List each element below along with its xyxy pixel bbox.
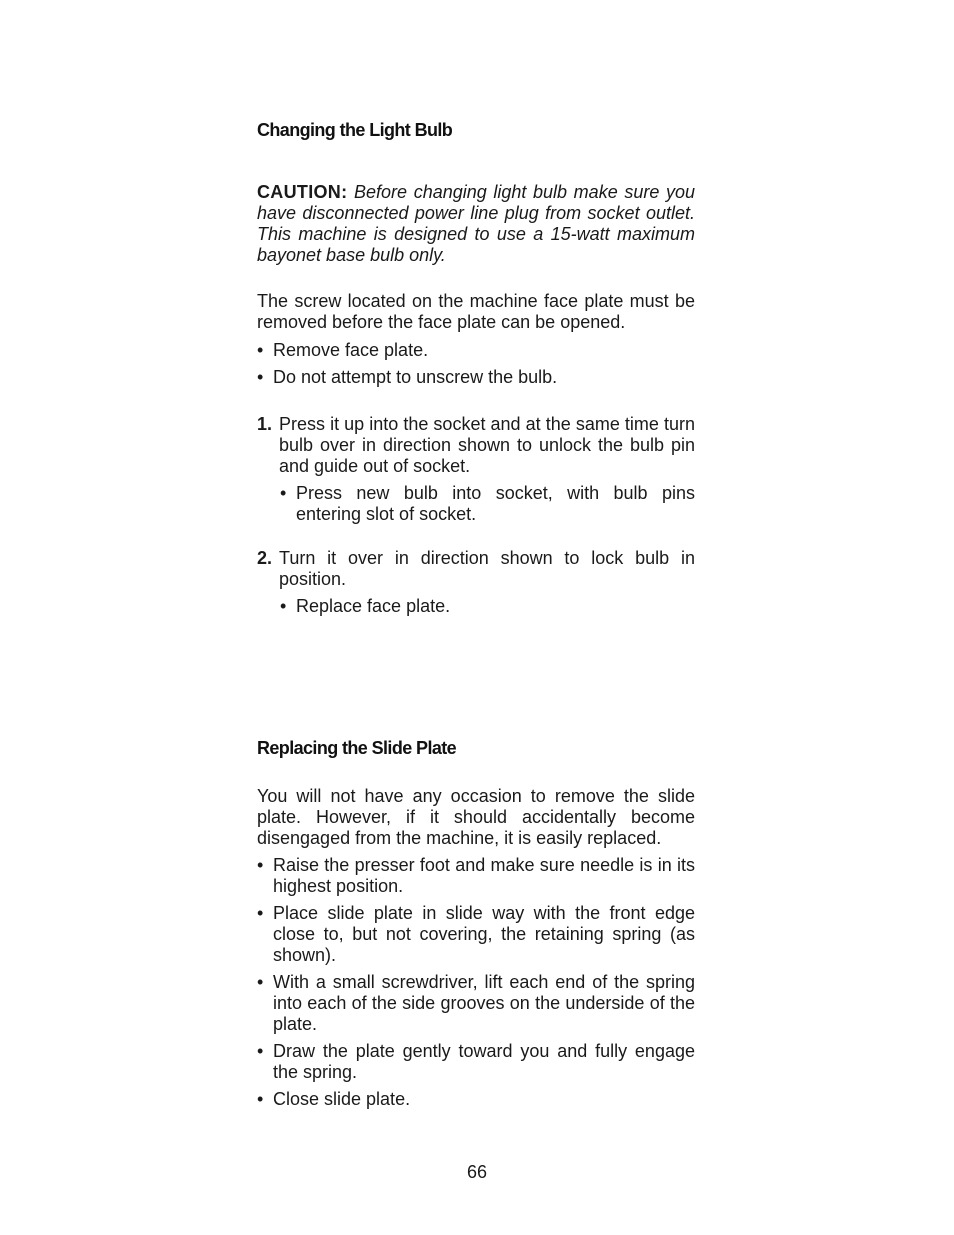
- list-item: [257, 1041, 695, 1083]
- bullet-icon: •: [257, 855, 264, 875]
- light-bulb-intro: The screw located on the machine face plate must be removed before the face plate can be opened.: [257, 291, 695, 332]
- bullet-icon: •: [280, 596, 287, 616]
- bullet-icon: •: [257, 367, 264, 387]
- page-number: 66: [466, 1162, 488, 1182]
- caution-label: CAUTION:: [257, 182, 348, 202]
- step-1-sub-item: [257, 483, 695, 525]
- step-text: Turn it over in direction shown to lock bulb in position.: [279, 548, 695, 589]
- list-item-text: Remove face plate.: [273, 340, 429, 360]
- list-item-text: With a small screwdriver, lift each end of the spring into each of the side grooves on the underside of the plate.: [273, 972, 695, 1034]
- bullet-icon: •: [257, 1041, 264, 1061]
- list-item: [257, 972, 695, 1035]
- bullet-icon: •: [257, 1089, 264, 1109]
- list-item: [257, 1089, 695, 1110]
- caution-text: Before changing light bulb make sure you have disconnected power line plug from socket outlet. This machine is designed to use a 15-watt maximum bayonet base bulb only.: [257, 182, 695, 265]
- section-title-light-bulb: Changing the Light Bulb: [257, 120, 453, 140]
- list-item: [257, 855, 695, 897]
- list-item-text: Place slide plate in slide way with the front edge close to, but not covering, the retaining spring (as shown).: [273, 903, 695, 965]
- step-number: 2.: [257, 548, 273, 568]
- step-1-row: [257, 414, 695, 477]
- list-item-text: Press new bulb into socket, with bulb pins entering slot of socket.: [296, 483, 695, 524]
- list-item: [257, 903, 695, 966]
- bullet-icon: •: [280, 483, 287, 503]
- list-item-text: Replace face plate.: [296, 596, 451, 616]
- bullet-icon: •: [257, 903, 264, 923]
- caution-paragraph: [257, 182, 695, 266]
- slide-plate-intro: You will not have any occasion to remove the slide plate. However, if it should accidentally become disengaged from the machine, it is easily replaced.: [257, 786, 695, 848]
- section-title-slide-plate: Replacing the Slide Plate: [257, 738, 457, 758]
- step-1: [257, 414, 695, 525]
- list-item-text: Close slide plate.: [273, 1089, 411, 1109]
- step-text: Press it up into the socket and at the same time turn bulb over in direction shown to unlock the bulb pin and guide out of socket.: [279, 414, 695, 476]
- list-item-text: Draw the plate gently toward you and fully engage the spring.: [273, 1041, 695, 1082]
- list-item: [257, 340, 695, 361]
- bullet-icon: •: [257, 972, 264, 992]
- bullet-icon: •: [257, 340, 264, 360]
- list-item: [257, 367, 695, 388]
- step-2-sub-item: [257, 596, 695, 617]
- step-2-row: [257, 548, 695, 590]
- light-bulb-bullet-list: [257, 340, 695, 388]
- slide-plate-bullet-list: [257, 855, 695, 1110]
- step-number: 1.: [257, 414, 273, 434]
- list-item-text: Do not attempt to unscrew the bulb.: [273, 367, 558, 387]
- step-2: [257, 548, 695, 617]
- list-item-text: Raise the presser foot and make sure needle is in its highest position.: [273, 855, 695, 896]
